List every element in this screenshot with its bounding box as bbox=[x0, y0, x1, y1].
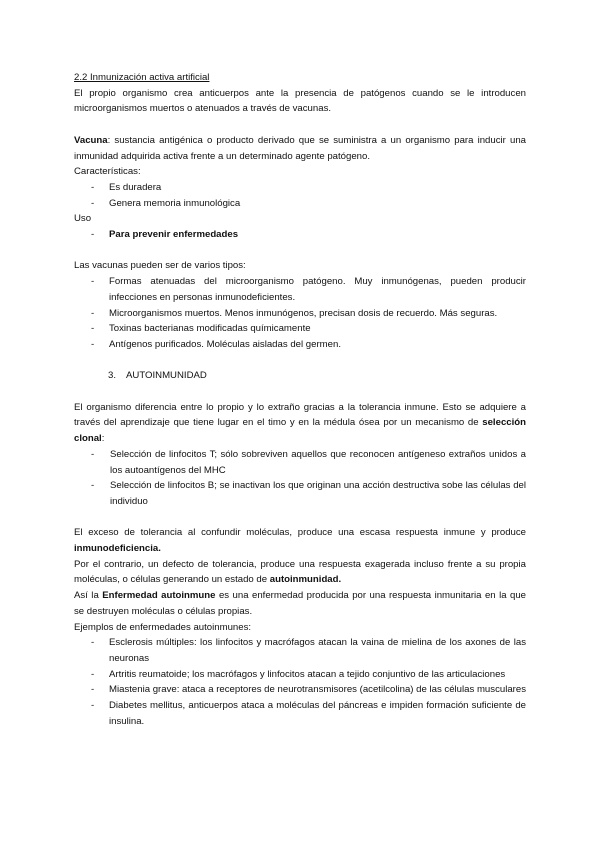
caracteristicas-label: Características: bbox=[74, 166, 141, 178]
dash-bullet: - bbox=[91, 448, 95, 460]
enfermedad-autoinmune-term: Enfermedad autoinmune bbox=[102, 590, 216, 602]
document-page bbox=[74, 70, 526, 729]
section-intro: El propio organismo crea anticuerpos ante la presencia de patógenos cuando se le introducen microorganismos muertos o atenuados a través de vacunas. bbox=[74, 87, 526, 115]
section-title: 2.2 Inmunización activa artificial bbox=[74, 72, 210, 83]
list-item: - Genera memoria inmunológica bbox=[74, 196, 526, 212]
list-item: - Esclerosis múltiples: los linfocitos y macrófagos atacan la vaina de mielina de los axones de las neuronas bbox=[91, 637, 526, 664]
selecciones-list bbox=[74, 447, 526, 510]
asi-paragraph: Así la Enfermedad autoinmune es una enfermedad producida por una respuesta inmunitaria en la que se destruyen moléculas o células propias. bbox=[74, 590, 526, 617]
dash-bullet: - bbox=[91, 684, 95, 696]
vacuna-def-text: : sustancia antigénica o producto derivado que se suministra a un organismo para inducir una inmunidad adquirida activa frente a un determinado agente patógeno. bbox=[74, 134, 526, 162]
list-item: - Miastenia grave: ataca a receptores de neurotransmisores (acetilcolina) de las células musculares bbox=[74, 682, 526, 698]
dash-bullet: - bbox=[91, 323, 95, 335]
dash-bullet: - bbox=[91, 338, 95, 350]
autoinmunidad-intro: El organismo diferencia entre lo propio y lo extraño gracias a la tolerancia inmune. Esto se adquiere a través del aprendizaje que tiene lugar en el timo y en la médula ósea por un mecanismo de selección clonal: bbox=[74, 401, 526, 445]
list-item: - Para prevenir enfermedades bbox=[74, 227, 526, 243]
caracteristicas-list bbox=[74, 180, 526, 211]
autoinmunidad-term: autoinmunidad. bbox=[269, 574, 342, 586]
dash-bullet: - bbox=[91, 668, 95, 680]
list-item: - Es duradera bbox=[74, 180, 526, 196]
inmunodeficiencia-term: inmunodeficiencia. bbox=[74, 543, 161, 555]
vacuna-term: Vacuna bbox=[74, 134, 108, 146]
heading-text: AUTOINMUNIDAD bbox=[126, 370, 207, 382]
dash-bullet: - bbox=[91, 480, 95, 492]
heading-number: 3. bbox=[108, 370, 117, 382]
list-item: - Selección de linfocitos B; se inactivan los que originan una acción destructiva sobe las células del individuo bbox=[91, 480, 526, 507]
list-item: - Artritis reumatoide; los macrófagos y linfocitos atacan a tejido conjuntivo de las articulaciones bbox=[74, 667, 526, 683]
dash-bullet: - bbox=[91, 276, 95, 288]
uso-label: Uso bbox=[74, 213, 92, 225]
dash-bullet: - bbox=[91, 181, 95, 193]
vacuna-definition bbox=[74, 133, 526, 164]
list-item: - Toxinas bacterianas modificadas químicamente bbox=[74, 321, 526, 337]
dash-bullet: - bbox=[91, 307, 95, 319]
dash-bullet: - bbox=[91, 197, 95, 209]
ejemplos-label: Ejemplos de enfermedades autoinmunes: bbox=[74, 621, 252, 633]
list-item: - Selección de linfocitos T; sólo sobreviven aquellos que reconocen antígeneso extraños unidos a los autoantígenos del MHC bbox=[91, 448, 526, 476]
dash-bullet: - bbox=[91, 637, 95, 649]
dash-bullet: - bbox=[91, 700, 95, 712]
tipos-list bbox=[74, 274, 526, 353]
uso-list bbox=[74, 227, 526, 243]
exceso-paragraph: El exceso de tolerancia al confundir moléculas, produce una escasa respuesta inmune y produce inmunodeficiencia. bbox=[74, 527, 526, 555]
autoinmunidad-heading bbox=[74, 368, 526, 384]
list-item: - Diabetes mellitus, anticuerpos ataca a moléculas del páncreas e impiden formación suficiente de insulina. bbox=[91, 700, 526, 727]
ejemplos-list bbox=[74, 635, 526, 729]
tipos-intro: Las vacunas pueden ser de varios tipos: bbox=[74, 260, 246, 272]
list-item: - Microorganismos muertos. Menos inmunógenos, precisan dosis de recuerdo. Más seguras. bbox=[74, 306, 526, 322]
list-item: - Antígenos purificados. Moléculas aisladas del germen. bbox=[74, 337, 526, 353]
contrario-paragraph: Por el contrario, un defecto de tolerancia, produce una respuesta exagerada incluso frente a su propia moléculas, o células generando un estado de autoinmunidad. bbox=[74, 558, 526, 586]
dash-bullet: - bbox=[91, 229, 95, 241]
list-item: - Formas atenuadas del microorganismo patógeno. Muy inmunógenas, pueden producir infecciones en personas inmunodeficientes. bbox=[91, 276, 526, 303]
seleccion-clonal-term: selección clonal bbox=[74, 417, 526, 445]
